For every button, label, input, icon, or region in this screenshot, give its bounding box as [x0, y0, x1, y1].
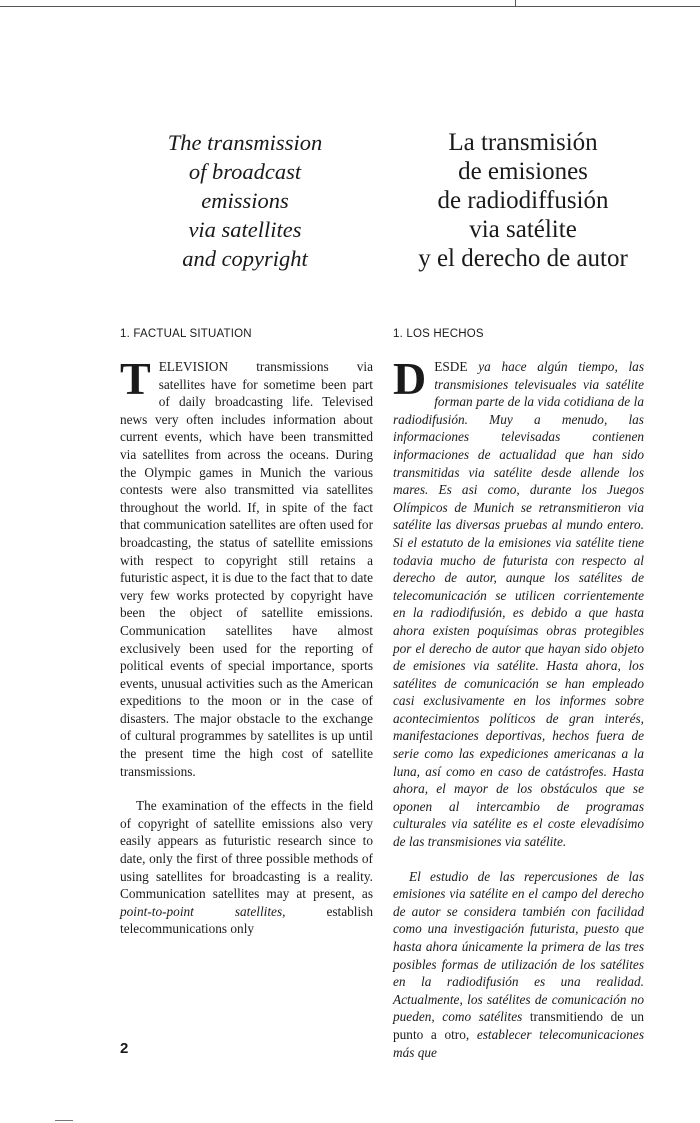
english-title-line: via satellites: [188, 217, 302, 242]
spanish-title-line: de emisiones: [458, 158, 588, 185]
spanish-paragraph-1: [393, 353, 644, 851]
english-paragraph-2: [120, 797, 373, 938]
english-title: [120, 128, 370, 273]
english-section-heading: 1. FACTUAL SITUATION: [120, 328, 252, 340]
spanish-title-line: via satélite: [469, 216, 577, 243]
english-title-line: The transmission: [167, 130, 323, 155]
top-border-line: [0, 6, 700, 7]
spanish-title-line: de radiodiffusión: [437, 187, 609, 214]
paragraph-text: The examination of the effects in the field of copyright of satellite emissions also very easily appears as futuristic research since to date, only the first of three possible methods of using satellites for broadcasting is a reality. Communication satellites may at present, as: [120, 798, 373, 902]
drop-cap: T: [120, 353, 151, 404]
crop-mark: [515, 0, 516, 6]
paragraph-text: El estudio de las repercusiones de las emisiones via satélite en el campo del derecho de autor se considera también con facilidad como una investigación futurista, puesto que hasta ahora únicamente la primera de las tres posibles formas de utilización de los satélites en la radiodifusión es una realidad. Actualmente, los satélites de comunicación no pueden, como satélites: [393, 868, 644, 1025]
english-title-line: emissions: [201, 188, 289, 213]
italic-phrase: point-to-point satellites,: [120, 903, 286, 919]
english-title-line: and copyright: [182, 246, 308, 271]
drop-cap: D: [393, 353, 427, 404]
spanish-title-line: y el derecho de autor: [418, 245, 628, 272]
crop-mark: [55, 1120, 73, 1121]
paragraph-text: transmissions via satellites have for sometime been part of daily broadcasting life. Televised news very often includes information about current events, which have been transmitted via satellites from across the oceans. During the Olympic games in Munich the various contests were also transmitted via satellites throughout the world. If, in spite of the fact that communication satellites are often used for broadcasting, the status of satellite emissions with respect to copyright still retains a futuristic aspect, it is due to the fact that to date very few works protected by copyright have been the object of satellite emissions. Communication satellites have almost exclusively been used for the reporting of political events of special importance, sports events, unusual activities such as the American expeditions to the moon or in the case of disasters. The major obstacle to the exchange of cultural programmes by satellites is up until the present time the high cost of satellite transmissions.: [120, 359, 373, 779]
spanish-title: [378, 128, 668, 273]
spanish-paragraph-2: [393, 868, 644, 1062]
paragraph-text: establecer telecomunicaciones más que: [393, 1026, 644, 1060]
spanish-title-line: La transmisión: [448, 129, 598, 156]
page-number: 2: [120, 1040, 129, 1057]
english-title-line: of broadcast: [188, 159, 302, 184]
upright-phrase: transmitiendo de un punto a otro,: [393, 1009, 644, 1042]
spanish-section-heading: 1. LOS HECHOS: [393, 328, 484, 340]
spanish-column: [393, 353, 644, 1061]
english-paragraph-1: [120, 353, 373, 780]
small-caps-lead: ELEVISION: [158, 359, 229, 374]
paragraph-text: ya hace algún tiempo, las transmisiones televisuales via satélite forman parte de la vida cotidiana de la radiodifusión. Muy a menudo, las informaciones televisadas contienen informaciones de actualidad que han sido transmitidas via satélite desde allende los mares. Es asi como, durante los Juegos Olímpicos de Munich se retransmitieron via satélite las diversas pruebas al mundo entero. Si el estatuto de la emisiones via satélite tiene todavia mucho de futurista con respecto al derecho de autor, aunque los satélites de telecomunicación se utilicen corrientemente en la radiodifusión, es debido a que hasta ahora existen poquísimas obras protegibles por el derecho de autor que hayan sido objeto de emisiones via satélite. Hasta ahora, los satélites de comunicación se han empleado casi exclusivamente en los informes sobre acontecimientos políticos de gran interés, manifestaciones deportivas, hechos fuera de serie como las expediciones americanas a la luna, así como en caso de catástrofes. Hasta ahora, el mayor de los obstáculos que se oponen al intercambio de programas culturales via satélite es el coste elevadísimo de las transmisiones via satélite.: [393, 359, 644, 850]
paragraph-text: establish telecommunications only: [120, 903, 373, 937]
small-caps-lead: ESDE: [434, 359, 468, 374]
english-column: [120, 353, 373, 938]
